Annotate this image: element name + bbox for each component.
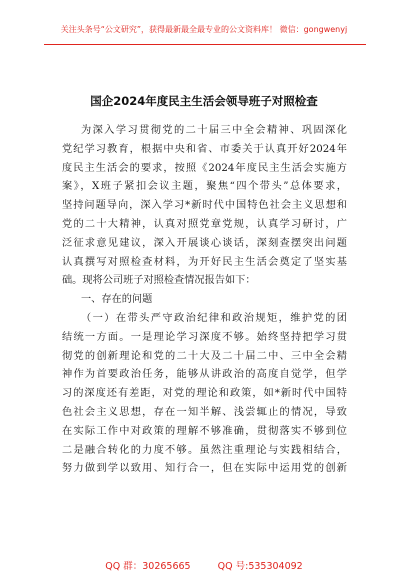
section-heading: 一、存在的问题 [81,294,153,306]
paragraph-line: 党纪学习教育，根据中央和省、市委关于认真开好2024年 [62,143,347,155]
paragraph-line: 结统一方面。一是理论学习深度不够。始终坚持把学习贯 [62,331,347,343]
header-divider [44,44,366,45]
paragraph-line: 努力做到学以致用、知行合一，但在实际中运用党的创新 [62,463,347,475]
paragraph-line: 党的二十大精神，认真对照党章党规，认真学习研讨，广 [62,218,347,230]
paragraph-line: 础。现将公司班子对照检查情况报告如下： [62,275,256,287]
paragraph-line: （一）在带头严守政治纪律和政治规矩，维护党的团 [81,312,347,324]
paragraph-line: 习的深度还有差距，对党的理论和政策，如*新时代中国特 [62,388,347,400]
paragraph-line: 神作为首要政治任务，能够从讲政治的高度自觉学，但学 [62,369,347,381]
header-banner: 关注头条号“公文研究”，获得最新最全最专业的公文资料库！ 微信：gongwenyj [60,25,348,34]
paragraph-line: 泛征求意见建议，深入开展谈心谈话，深刻查摆突出问题 [62,237,347,249]
paragraph-line: 坚持问题导向，深入学习*新时代中国特色社会主义思想和 [62,200,347,212]
paragraph-line: 二是融合转化的力度不够。虽然注重理论与实践相结合， [62,444,347,456]
paragraph-line: 度民主生活会的要求，按照《2024年度民主生活会实施方 [62,162,347,174]
qq-group-number: QQ 群：30265665 [105,561,191,572]
document-body [62,122,347,479]
document-title: 国企2024年度民主生活会领导班子对照检查 [90,94,318,108]
paragraph-line: 彻党的创新理论和党的二十大及二十届二中、三中全会精 [62,350,347,362]
paragraph-line: 案》，X班子紧扣会议主题，聚焦“四个带头”总体要求， [62,181,347,193]
paragraph-line: 认真撰写对照检查材料，为开好民主生活会奠定了坚实基 [62,256,347,268]
paragraph-line: 色社会主义思想，存在一知半解、浅尝辄止的情况，导致 [62,406,347,418]
qq-account-number: QQ 号:535304092 [217,561,303,572]
paragraph-line: 在实际工作中对政策的理解不够准确，贯彻落实不够到位 [62,425,347,437]
paragraph-line: 为深入学习贯彻党的二十届三中全会精神、巩固深化 [81,125,347,136]
footer-contact [0,558,408,572]
